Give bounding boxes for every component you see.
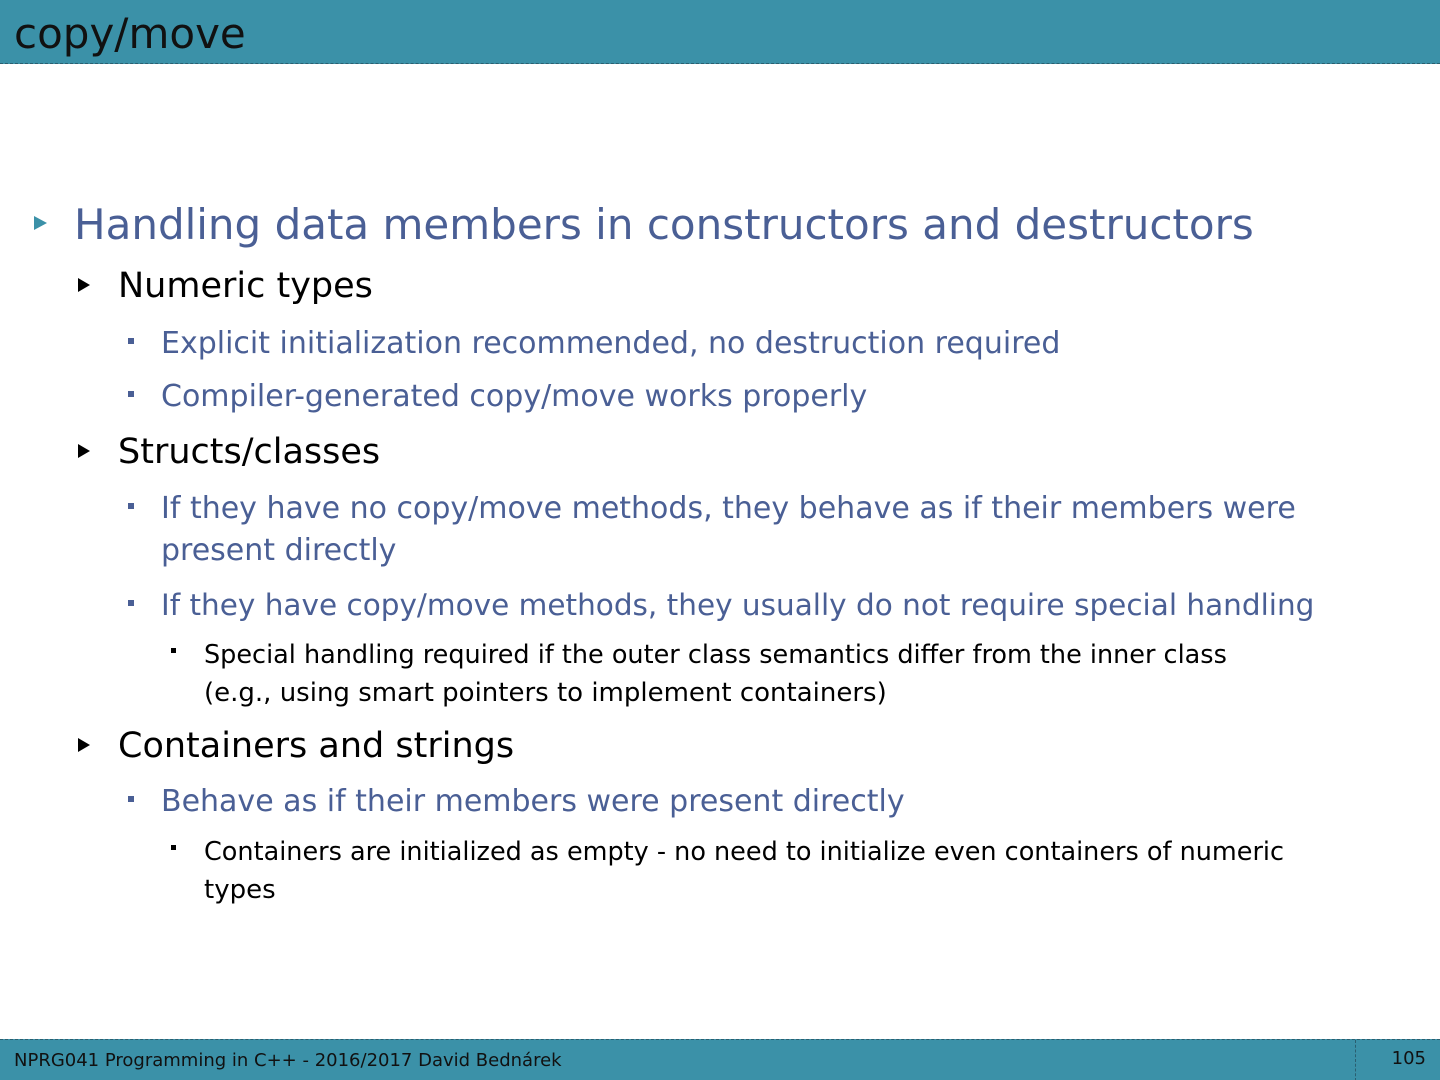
bullet-l3-explicit-init — [0, 326, 1440, 364]
footer-bar — [0, 1039, 1440, 1080]
slide-title: copy/move — [14, 9, 246, 58]
footer-divider — [1355, 1040, 1356, 1080]
square-bullet-icon — [128, 391, 134, 397]
bullet-text-line2: present directly — [161, 533, 397, 568]
triangle-bullet-icon — [78, 738, 90, 752]
bullet-text-line2: types — [204, 875, 276, 905]
bullet-l4-containers-empty — [0, 837, 1440, 909]
bullet-text-line1: If they have no copy/move methods, they behave as if their members were — [161, 491, 1296, 526]
bullet-l4-special-handling — [0, 640, 1440, 712]
bullet-text-line2: (e.g., using smart pointers to implement containers) — [204, 678, 887, 708]
bullet-text-line1: Containers are initialized as empty - no need to initialize even containers of numeric — [204, 837, 1285, 867]
bullet-text: Containers and strings — [118, 726, 515, 766]
bullet-l2-structs-classes — [0, 432, 1440, 476]
bullet-l3-have-copy-move — [0, 588, 1440, 626]
bullet-l1-handling — [0, 200, 1440, 254]
bullet-text: Explicit initialization recommended, no destruction required — [161, 326, 1061, 361]
square-bullet-icon — [128, 338, 134, 344]
square-bullet-icon — [171, 648, 176, 653]
square-bullet-icon — [128, 503, 134, 509]
bullet-l2-containers-strings — [0, 726, 1440, 770]
bullet-l3-compiler-generated — [0, 379, 1440, 417]
square-bullet-icon — [128, 796, 134, 802]
footer-course-info: NPRG041 Programming in C++ - 2016/2017 David Bednárek — [14, 1050, 562, 1071]
bullet-text-line1: Special handling required if the outer class semantics differ from the inner class — [204, 640, 1227, 670]
triangle-bullet-icon — [78, 278, 90, 292]
bullet-text: Structs/classes — [118, 432, 381, 472]
bullet-text: If they have copy/move methods, they usually do not require special handling — [161, 588, 1315, 622]
bullet-text: Behave as if their members were present directly — [161, 784, 905, 819]
triangle-bullet-icon — [78, 444, 90, 458]
page-number: 105 — [1391, 1048, 1426, 1069]
square-bullet-icon — [171, 845, 176, 850]
bullet-text: Numeric types — [118, 266, 373, 306]
triangle-bullet-icon — [34, 216, 47, 230]
bullet-text: Handling data members in constructors and destructors — [74, 200, 1254, 249]
square-bullet-icon — [128, 600, 134, 606]
bullet-l2-numeric-types — [0, 266, 1440, 310]
bullet-text: Compiler-generated copy/move works properly — [161, 379, 868, 414]
bullet-l3-no-copy-move — [0, 491, 1440, 571]
bullet-l3-behave-as-if — [0, 784, 1440, 822]
